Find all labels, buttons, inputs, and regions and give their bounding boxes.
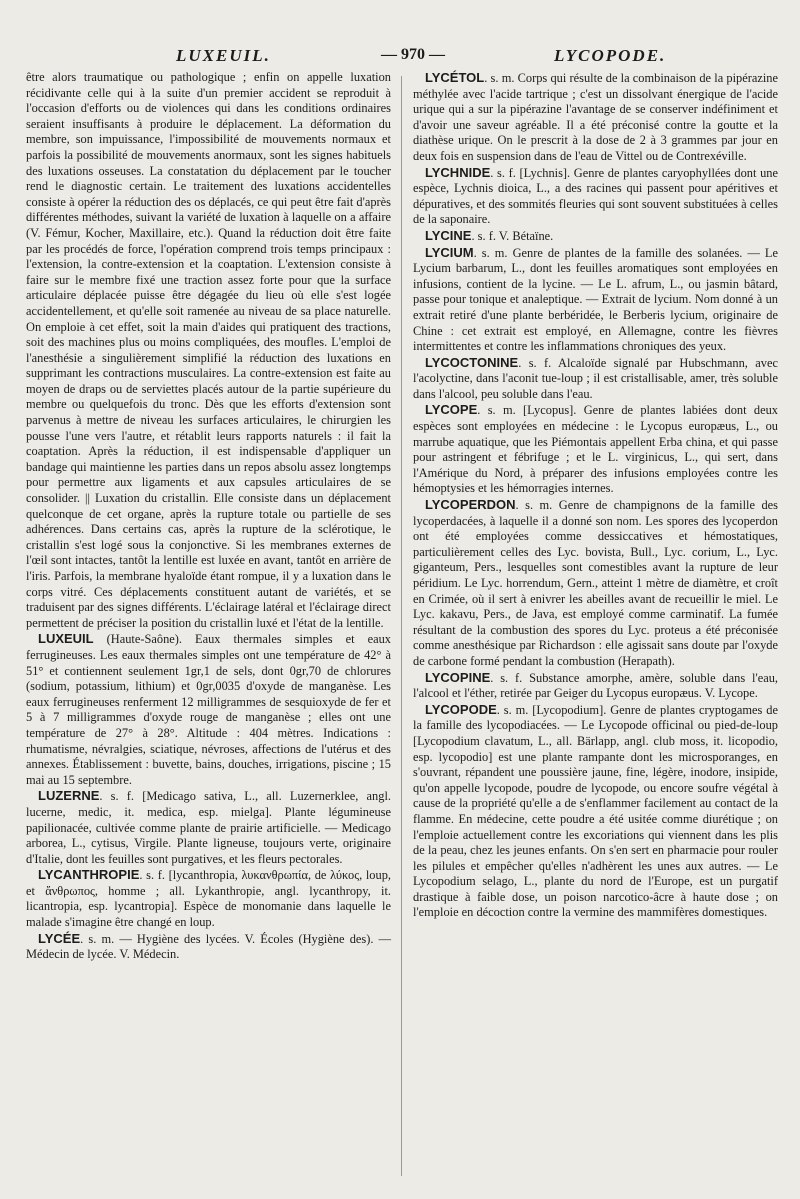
- entry-text: . s. f. [Medicago sativa, L., all. Luzernerklee, angl. lucerne, medic, it. medica, esp. mielga]. Plante légumineuse papilionacée, cultivée comme plante de prairie artificielle. — Medicago arborea, L., cytisus, Virgile. Plante ligneuse, toujours verte, originaire d'Italie, dont les feuilles sont purgatives, et les fleurs pectorales.: [26, 789, 391, 866]
- column-divider: [401, 76, 402, 1176]
- entry-headword: LUXEUIL: [38, 631, 94, 647]
- entry-headword: LYCOPERDON: [425, 497, 516, 513]
- entry-headword: LYCIUM: [425, 244, 474, 260]
- dictionary-entry: [413, 402, 778, 497]
- entry-text: être alors traumatique ou pathologique ; enfin on appelle luxation récidivante celle qui à la suite d'un premier accident se reproduit à l'occasion d'efforts ou de violences qui dans les conditions ordinaires seraient insuffisants à produire le déplacement. La déformation du membre, son impuissance, l'impossibilité de mouvements normaux et parfois la possibilité de mouvements anormaux, sont les signes habituels des luxations osseuses. La constatation du déplacement par le toucher rend le diagnostic certain. Le traitement des luxations accidentelles consiste à opérer la réduction des os déplacés, ce qui peut être fait d'après différentes méthodes, suivant la variété de luxation à laquelle on a affaire (V. Fémur, Kocher, Maxillaire, etc.). Quand la réduction doit être faite par les procédés de force, l'opération comprend trois temps principaux : l'extension, la contre-extension et la coaptation. L'extension consiste à faire sur le membre fixé une traction assez forte pour que la surface articulaire déplacée puisse être dégagée du lieu où elle s'est logée accidentellement, et qu'elle soit ramenée au niveau de sa place naturelle. On emploie à cet effet, soit la main d'aides qui pratiquent des tractions, soit des machines plus ou moins compliquées, des moufles. L'emploi de l'anesthésie a singulièrement simplifié la réduction des luxations en supprimant les contractions musculaires. La contre-extension est faite au moyen de draps ou de serviettes placés autour de la partie supérieure du membre ou quelquefois du tronc. Dès que les efforts d'extension sont parvenus à mettre de niveau les surfaces articulaires, le chirurgien les pousse l'une vers l'autre, et rétablit leurs rapports naturels : il fait la coaptation. Après la réduction, il est indispensable d'appliquer un bandage qui maintienne les parties dans un repos absolu assez longtemps pour permettre aux ligaments et aux capsules articulaires de se consolider. || Luxation du cristallin. Elle consiste dans un déplacement quelconque de cet organe, après la rupture totale ou partielle de ses adhérences. Dans certains cas, après la rupture de la sclérotique, le cristallin s'est logé sous la conjonctive. Si les membranes externes de l'œil sont intactes, tantôt la lentille est luxée en avant, tantôt en arrière de l'iris. Parfois, la membrane hyaloïde étant rompue, il y a luxation dans le corps vitré. Ces déplacements constituent autant de variétés, et se traduisent par des signes différents. L'éclairage latéral et l'éclairage direct permettent de préciser la position du cristallin luxé et l'état de la lentille.: [26, 70, 391, 630]
- dictionary-entry: [26, 931, 391, 963]
- entry-text: . s. m. Corps qui résulte de la combinaison de la pipérazine méthylée avec l'acide tartrique ; c'est un dissolvant énergique de l'acide urique qui a sur la pipérazine l'avantage de se conserver indéfiniment et d'avoir une saveur agréable. Il a été préconisé contre la goutte et la diathèse urique. On le prescrit à la dose de 2 à 3 grammes par jour en deux fois en suspension dans de l'eau de Vittel ou de Contrexéville.: [413, 71, 778, 163]
- running-header: [26, 36, 778, 70]
- dictionary-entry: [26, 867, 391, 930]
- entry-headword: LYCANTHROPIE: [38, 867, 140, 883]
- left-column: [26, 70, 391, 963]
- entry-text: (Haute-Saône). Eaux thermales simples et eaux ferrugineuses. Les eaux thermales simples ont une température de 42° à 51° et contiennent seulement 1gr,1 de sels, dont 0gr,70 de chlorures (sodium, potassium, lithium) et 0gr,0035 d'oxyde de manganèse. Les eaux ferrugineuses renferment 12 milligrammes de sesquioxyde de fer et 5 à 7 milligrammes d'oxyde rouge de manganèse ; elles ont une température de 27° à 28°. Altitude : 404 mètres. Indications : rhumatisme, névralgies, sciatique, névroses, affections de l'utérus et des annexes. Établissement : buvette, bains, douches, irrigations, piscine ; 15 mai au 15 septembre.: [26, 632, 391, 787]
- entry-headword: LYCOPINE: [425, 669, 491, 685]
- dictionary-entry: [413, 670, 778, 702]
- entry-headword: LYCÉE: [38, 930, 81, 946]
- dictionary-entry: [26, 70, 391, 631]
- entry-headword: LYCÉTOL: [425, 70, 485, 85]
- header-right-guide-word: LYCOPODE.: [554, 46, 667, 65]
- entry-text: . s. m. [Lycopodium]. Genre de plantes cryptogames de la famille des lycopodiacées. — Le Lycopode officinal ou pied-de-loup [Lycopodium clavatum, L., all. Bärlapp, angl. club moss, it. licopodio, esp. lycopodio] est une plante rampante dont les microsporanges, en s'ouvrant, répandent une poussière jaune, fine, légère, inodore, insipide, qu'on appelle lycopode, poudre de lycopode, ou encore soufre végétal à cause de la propriété qu'elle a de s'enflammer facilement au contact de la flamme. En médecine, cette poudre a été usitée comme diurétique ; on l'emploie actuellement contre les excoriations qui viennent dans les plis de la peau, chez les jeunes enfants. On s'en sert en pharmacie pour rouler les pilules et empêcher qu'elles n'adhèrent les unes aux autres. — Le Lycopodium selago, L., plante du nord de l'Europe, est un purgatif drastique à faible dose, un poison narcotico-âcre à haute dose ; on l'emploie en décoction contre la vermine des mammifères domestiques.: [413, 702, 778, 920]
- entry-headword: LYCINE: [425, 227, 472, 243]
- entry-text: . s. f. Alcaloïde signalé par Hubschmann, avec l'acolyctine, dans l'aconit tue-loup ; il est cristallisable, amer, très soluble dans l'alcool, peu soluble dans l'eau.: [413, 355, 778, 401]
- entry-text: . s. m. Genre de plantes de la famille des solanées. — Le Lycium barbarum, L., dont les feuilles aromatiques sont employées en infusions, contient de la lycine. — Le L. afrum, L., ou jasmin bâtard, passe pour tonique et analeptique. — Extrait de lycium. Nom donné à un extrait retiré d'une plante berbéridée, le Berberis lycium, originaire de Chine : cet extrait est employé, en Allemagne, contre les fièvres intermittentes et contre les inflammations chroniques des yeux.: [413, 245, 778, 354]
- entry-headword: LUZERNE: [38, 788, 100, 804]
- dictionary-entry: [26, 631, 391, 788]
- dictionary-entry: [413, 245, 778, 355]
- dictionary-entry: [413, 228, 778, 245]
- entry-text: . s. m. — Hygiène des lycées. V. Écoles (Hygiène des). — Médecin de lycée. V. Médecin.: [26, 931, 391, 962]
- entry-text: . s. f. Substance amorphe, amère, soluble dans l'eau, l'alcool et l'éther, retirée par Geiger du Lycopus europæus. V. Lycope.: [413, 670, 778, 701]
- entry-text: . s. m. [Lycopus]. Genre de plantes labiées dont deux espèces sont employées en médecine : le Lycopus europæus, L., ou marrube aquatique, que les Piémontais appellent Erba china, et qui passe pour astringent et fébrifuge ; et le L. virginicus, L., qui sert, dans l'Amérique du Nord, à préparer des infusions employées contre les hémoptysies et les hémorragies internes.: [413, 403, 778, 496]
- header-left-guide-word: LUXEUIL.: [176, 46, 271, 65]
- dictionary-entry: [413, 70, 778, 165]
- dictionary-entry: [413, 702, 778, 921]
- entry-text: . s. m. Genre de champignons de la famille des lycoperdacées, à laquelle il a donné son nom. Les spores des lycoperdon ont été employées comme dessiccatives et hémostatiques, particulièrement celles des Lyc. bovista, Bull., Lyc. corium, L., Lyc. giganteum, Pers., lesquelles sont comestibles avant la rupture de leur péridium. Le Lyc. horrendum, Gern., atteint 1 mètre de diamètre, et croît en Crimée, où il sert à enivrer les abeilles avant de recueillir le miel. Le Lyc. kakavu, Pers., de Java, est employé comme carminatif. La fumée résultant de la combustion des spores du Lyc. proteus a été préconisée comme anesthésique par Richardson : elle agissait sans doute par l'oxyde de carbone formé pendant la combustion (Herapath).: [413, 498, 778, 668]
- dictionary-entry: [413, 165, 778, 228]
- dictionary-entry: [26, 788, 391, 867]
- entry-text: . s. f. V. Bétaïne.: [471, 228, 554, 243]
- entry-text: . s. f. [Lychnis]. Genre de plantes caryophyllées dont une espèce, Lychnis dioica, L., a des racines qui passent pour apéritives et dépuratives, et des sommités fleuries qui sont souvent substituées à celles de la saponaire.: [413, 165, 778, 227]
- entry-headword: LYCOPE: [425, 402, 478, 418]
- dictionary-entry: [413, 355, 778, 403]
- entry-headword: LYCOPODE: [425, 701, 497, 717]
- dictionary-entry: [413, 497, 778, 670]
- page-number: — 970 —: [381, 46, 445, 63]
- entry-headword: LYCOCTONINE: [425, 354, 519, 370]
- entry-text: . s. f. [lycanthropia, λυκανθρωπία, de λύκος, loup, et ἄνθρωπος, homme ; all. Lykanthropie, angl. lycanthropy, it. licantropia, esp. lycantropia]. Espèce de monomanie dans laquelle le malade s'imagine être changé en loup.: [26, 868, 391, 930]
- entry-headword: LYCHNIDE: [425, 164, 491, 180]
- right-column: [413, 70, 778, 963]
